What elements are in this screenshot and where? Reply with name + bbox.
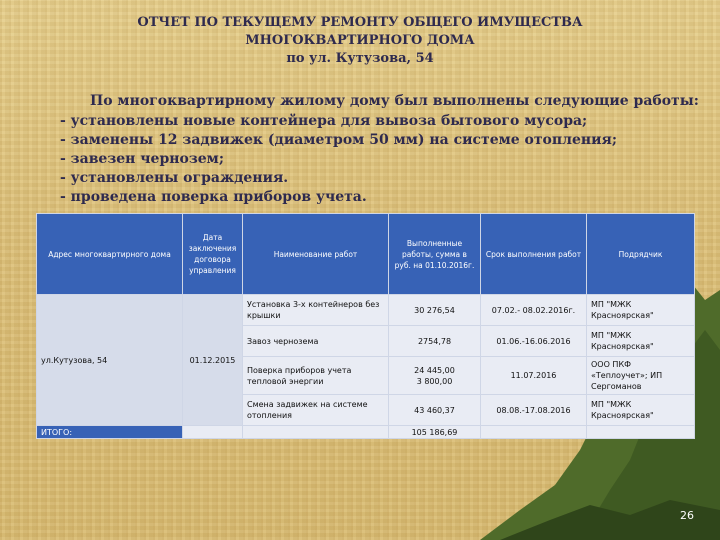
report-header — [0, 14, 720, 68]
total-row — [37, 426, 695, 439]
header-period: Срок выполнения работ — [481, 214, 587, 295]
total-empty-cell — [243, 426, 389, 439]
page-number: 26 — [680, 509, 694, 522]
header-contractor: Подрядчик — [587, 214, 695, 295]
contractor-cell: ООО ПКФ «Теплоучет»; ИП Сергоманов — [587, 357, 695, 395]
works-list — [60, 112, 617, 207]
total-label: ИТОГО: — [37, 426, 183, 439]
contract-date-cell: 01.12.2015 — [183, 295, 243, 426]
work-cell: Завоз чернозема — [243, 326, 389, 357]
title-line-3: по ул. Кутузова, 54 — [286, 51, 434, 66]
works-list-item: - установлены ограждения. — [60, 170, 289, 186]
contractor-cell: МП "МЖК Красноярская" — [587, 326, 695, 357]
works-list-item: - заменены 12 задвижек (диаметром 50 мм) на системе отопления; — [60, 132, 618, 148]
amount-cell: 43 460,37 — [389, 395, 481, 426]
total-empty-cell — [183, 426, 243, 439]
works-table — [36, 213, 695, 439]
total-empty-cell — [587, 426, 695, 439]
contractor-cell: МП "МЖК Красноярская" — [587, 295, 695, 326]
work-cell: Поверка приборов учета тепловой энергии — [243, 357, 389, 395]
intro-text: По многоквартирному жилому дому был выполнены следующие работы: — [90, 93, 699, 109]
period-cell: 08.08.-17.08.2016 — [481, 395, 587, 426]
period-cell: 07.02.- 08.02.2016г. — [481, 295, 587, 326]
header-amount: Выполненные работы, сумма в руб. на 01.10.2016г. — [389, 214, 481, 295]
header-address: Адрес многоквартирного дома — [37, 214, 183, 295]
header-contract-date: Дата заключения договора управления — [183, 214, 243, 295]
works-list-item: - проведена поверка приборов учета. — [60, 189, 367, 205]
title-line-1: ОТЧЕТ ПО ТЕКУЩЕМУ РЕМОНТУ ОБЩЕГО ИМУЩЕСТВА — [137, 15, 583, 30]
title-line-2: МНОГОКВАРТИРНОГО ДОМА — [245, 33, 475, 48]
total-value: 105 186,69 — [389, 426, 481, 439]
works-list-item: - установлены новые контейнера для вывоза бытового мусора; — [60, 113, 588, 129]
works-list-item: - завезен чернозем; — [60, 151, 224, 167]
period-cell: 01.06.-16.06.2016 — [481, 326, 587, 357]
amount-cell: 30 276,54 — [389, 295, 481, 326]
address-cell: ул.Кутузова, 54 — [37, 295, 183, 426]
amount-cell: 24 445,00 3 800,00 — [389, 357, 481, 395]
work-cell: Смена задвижек на системе отопления — [243, 395, 389, 426]
amount-cell: 2754,78 — [389, 326, 481, 357]
total-empty-cell — [481, 426, 587, 439]
contractor-cell: МП "МЖК Красноярская" — [587, 395, 695, 426]
work-cell: Установка 3-х контейнеров без крышки — [243, 295, 389, 326]
header-work-name: Наименование работ — [243, 214, 389, 295]
period-cell: 11.07.2016 — [481, 357, 587, 395]
table-header-row — [37, 214, 695, 295]
table-row — [37, 295, 695, 326]
